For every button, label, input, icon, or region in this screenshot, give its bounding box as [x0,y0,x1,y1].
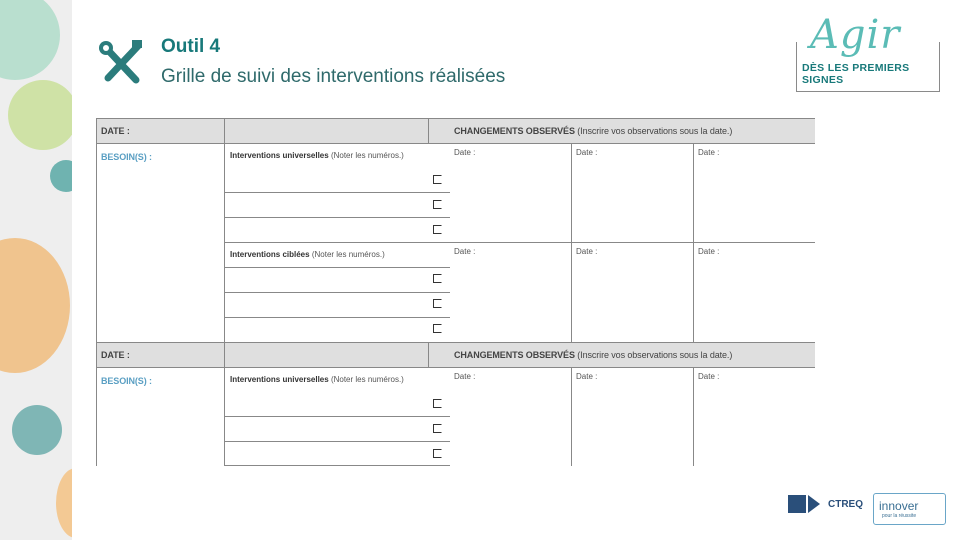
grid-line [96,118,815,119]
block1-universal-title: Interventions universelles [230,151,329,160]
grid-line [224,267,450,268]
agir-logo-tagline: DÈS LES PREMIERS SIGNES [802,62,910,86]
decor-circle-green [8,80,72,150]
intervention-tracking-grid [96,118,815,466]
block2-universal-label [230,375,404,384]
block2-date-cell-2: Date : [576,372,598,381]
checkbox[interactable] [433,299,442,308]
innover-logo [873,493,946,525]
innover-logo-subtext: pour la réussite [882,513,917,519]
block2-changes-label [454,350,732,360]
block2-besoin-label: BESOIN(S) : [101,376,152,386]
block1-date-cell-4: Date : [454,247,476,256]
block2-universal-title: Interventions universelles [230,375,329,384]
block1-universal-label [230,151,404,160]
grid-line [96,143,815,144]
grid-line [96,342,815,343]
grid-line [224,192,450,193]
grid-line [428,118,429,143]
block1-universal-hint: (Noter les numéros.) [330,151,404,160]
checkbox[interactable] [433,399,442,408]
block2-date-label: DATE : [101,350,130,360]
innover-logo-text: innover [879,499,919,513]
block1-targeted-hint: (Noter les numéros.) [311,250,385,259]
agir-logo [796,12,942,84]
checkbox[interactable] [433,449,442,458]
grid-line [224,441,450,442]
block1-changes-title: CHANGEMENTS OBSERVÉS [454,126,575,136]
decor-circle-mint [0,0,60,80]
grid-line [224,217,450,218]
block1-targeted-title: Interventions ciblées [230,250,310,259]
checkbox[interactable] [433,200,442,209]
ctreq-logo-text: CTREQ [828,499,863,510]
grid-line [224,465,450,466]
grid-line [571,367,572,466]
grid-line [224,416,450,417]
page-subtitle: Grille de suivi des interventions réalisées [161,66,506,87]
block1-targeted-label [230,250,385,259]
block2-date-cell-3: Date : [698,372,720,381]
checkbox[interactable] [433,175,442,184]
block1-changes-label [454,126,732,136]
block2-changes-hint: (Inscrire vos observations sous la date.) [577,350,733,360]
decor-circle-peach [56,468,72,538]
decor-circle-blue [12,405,62,455]
grid-line [96,367,815,368]
decorative-strip [0,0,72,540]
checkbox[interactable] [433,274,442,283]
block1-changes-hint: (Inscrire vos observations sous la date.) [577,126,733,136]
tools-icon [96,38,146,88]
block1-date-label: DATE : [101,126,130,136]
grid-line [693,367,694,466]
block1-date-cell-1: Date : [454,148,476,157]
grid-line [224,242,815,243]
block1-besoin-label: BESOIN(S) : [101,152,152,162]
decor-circle-teal [50,160,72,192]
grid-line [224,317,450,318]
decor-circle-orange [0,238,70,373]
block1-date-cell-2: Date : [576,148,598,157]
block2-date-cell-1: Date : [454,372,476,381]
grid-line [96,118,97,466]
agir-logo-text: Agir [810,12,901,58]
page-title: Outil 4 [161,36,221,57]
grid-line [224,292,450,293]
checkbox[interactable] [433,424,442,433]
checkbox[interactable] [433,225,442,234]
checkbox[interactable] [433,324,442,333]
block1-date-cell-6: Date : [698,247,720,256]
block2-universal-hint: (Noter les numéros.) [330,375,404,384]
grid-line [428,342,429,367]
block1-date-cell-3: Date : [698,148,720,157]
block1-date-cell-5: Date : [576,247,598,256]
block2-changes-title: CHANGEMENTS OBSERVÉS [454,350,575,360]
